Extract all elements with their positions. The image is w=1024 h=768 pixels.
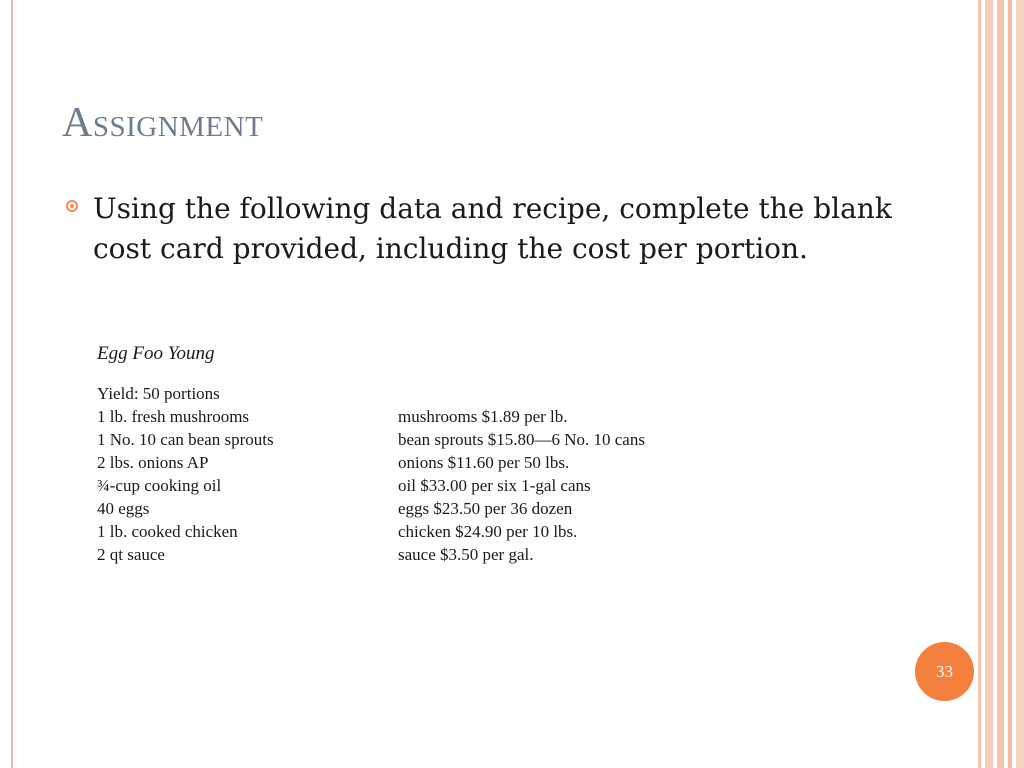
recipe-yield: Yield: 50 portions	[97, 384, 220, 403]
slide-title: Assignment	[62, 100, 264, 146]
bullet-text: Using the following data and recipe, complete the blank cost card provided, including the cost per portion.	[93, 192, 892, 265]
right-stripe	[978, 0, 981, 768]
ingredient-price: sauce $3.50 per gal.	[398, 545, 534, 564]
ingredient: 1 lb. fresh mushrooms	[97, 407, 250, 426]
right-stripe	[985, 0, 993, 768]
recipe-title: Egg Foo Young	[97, 343, 215, 364]
ingredient-price: eggs $23.50 per 36 dozen	[398, 499, 573, 518]
ingredient-price: chicken $24.90 per 10 lbs.	[398, 522, 578, 541]
ingredient: ¾-cup cooking oil	[97, 476, 222, 495]
ingredient-price: onions $11.60 per 50 lbs.	[398, 453, 570, 472]
ingredient: 2 lbs. onions AP	[97, 453, 209, 472]
ingredient-price: bean sprouts $15.80—6 No. 10 cans	[398, 430, 645, 449]
ingredient-price: oil $33.00 per six 1-gal cans	[398, 476, 591, 495]
bullet-icon	[66, 200, 78, 212]
right-stripe	[1008, 0, 1012, 768]
ingredient: 2 qt sauce	[97, 545, 165, 564]
left-border-line	[11, 0, 13, 768]
right-stripe	[1016, 0, 1024, 768]
ingredient: 1 lb. cooked chicken	[97, 522, 238, 541]
page-number-badge: 33	[915, 642, 974, 701]
recipe-block	[97, 342, 645, 564]
ingredient-price: mushrooms $1.89 per lb.	[398, 407, 568, 426]
ingredient: 40 eggs	[97, 499, 150, 518]
ingredient: 1 No. 10 can bean sprouts	[97, 430, 274, 449]
right-stripe	[997, 0, 1004, 768]
